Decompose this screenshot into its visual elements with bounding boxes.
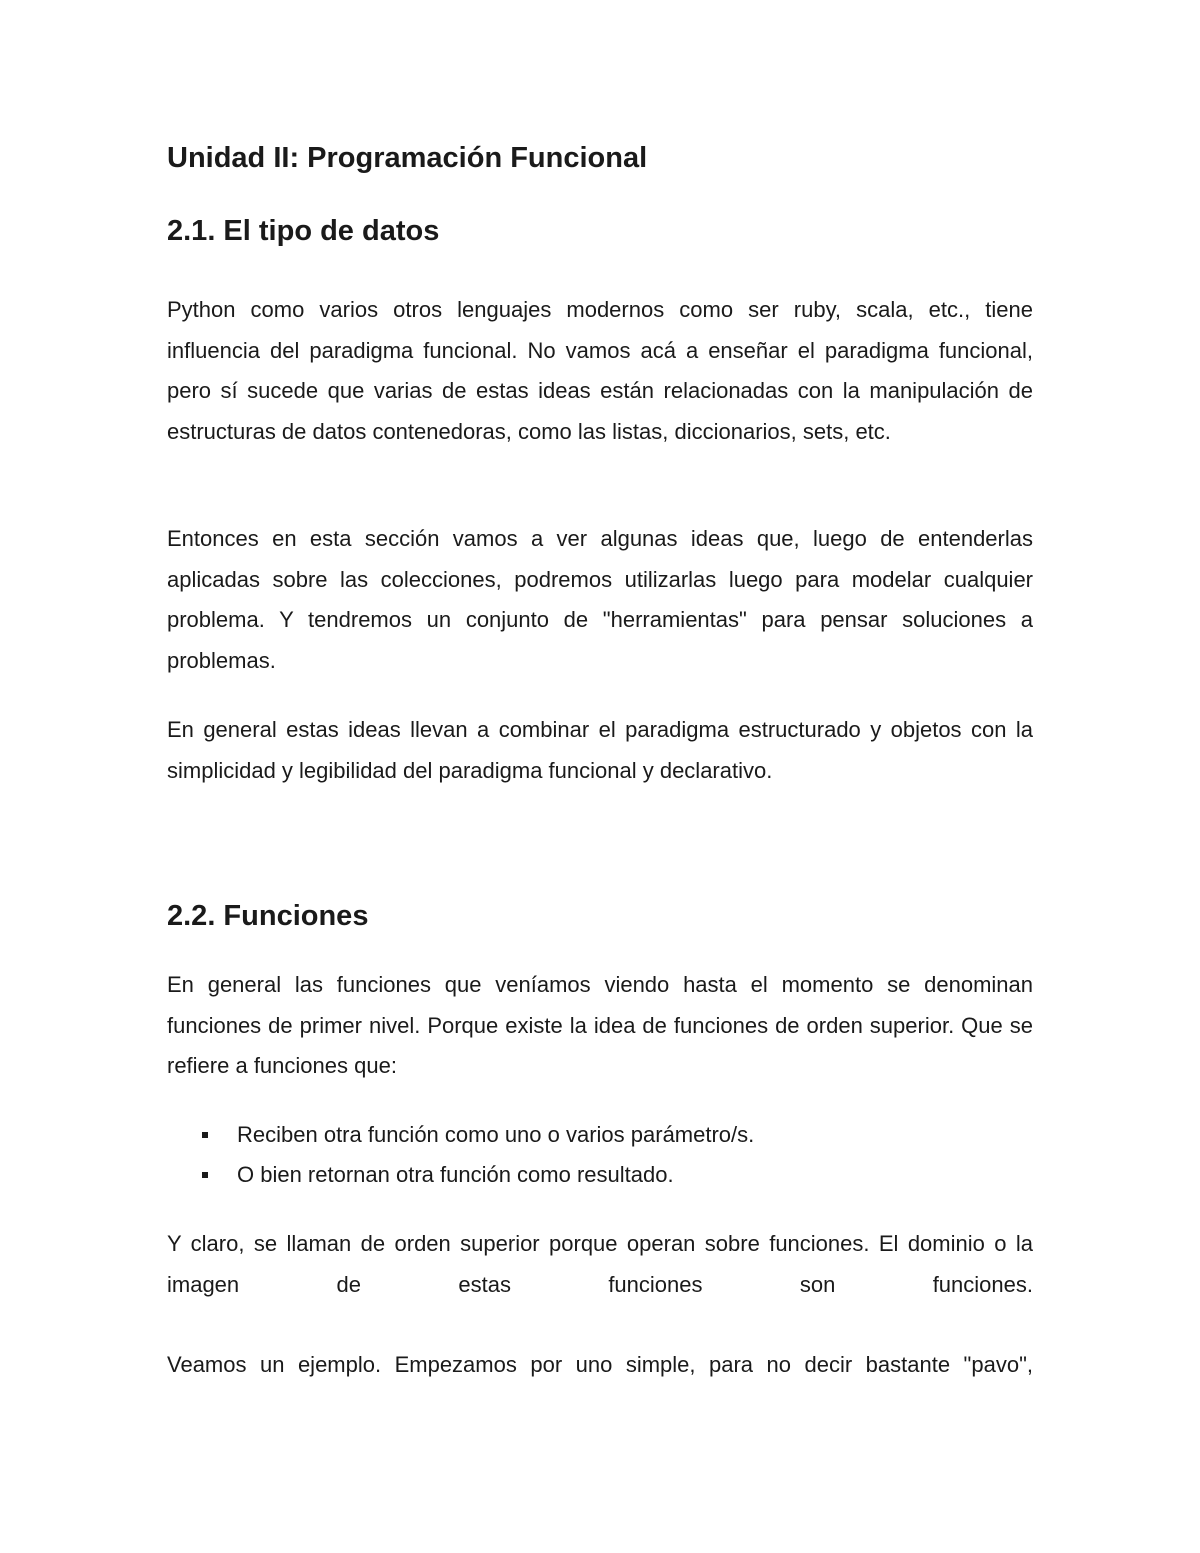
section-heading-2-1: 2.1. El tipo de datos bbox=[167, 215, 440, 247]
paragraph-combine-paradigms: En general estas ideas llevan a combinar el paradigma estructurado y objetos con la simplicidad y legibilidad del paradigma funcional y declarativo. bbox=[167, 717, 1033, 783]
section-heading-2-2: 2.2. Funciones bbox=[167, 900, 369, 932]
paragraph-domain-image: Y claro, se llaman de orden superior porque operan sobre funciones. El dominio o la imagen de estas funciones son funciones. bbox=[167, 1231, 1033, 1297]
square-bullet-icon bbox=[202, 1172, 208, 1178]
list-item bbox=[167, 1155, 1033, 1195]
higher-order-bullet-list bbox=[167, 1115, 1033, 1195]
paragraph-higher-order-intro: En general las funciones que veníamos viendo hasta el momento se denominan funciones de primer nivel. Porque existe la idea de funciones de orden superior. Que se refiere a funciones que: bbox=[167, 972, 1033, 1078]
paragraph-example-intro: Veamos un ejemplo. Empezamos por uno simple, para no decir bastante "pavo", bbox=[167, 1352, 1033, 1377]
list-item bbox=[167, 1115, 1033, 1155]
paragraph-collections-ideas: Entonces en esta sección vamos a ver algunas ideas que, luego de entenderlas aplicadas sobre las colecciones, podremos utilizarlas luego para modelar cualquier problema. Y tendremos un conjunto de "herramientas" para pensar soluciones a problemas. bbox=[167, 526, 1033, 673]
unit-title: Unidad II: Programación Funcional bbox=[167, 142, 648, 174]
paragraph-python-influence: Python como varios otros lenguajes modernos como ser ruby, scala, etc., tiene influencia del paradigma funcional. No vamos acá a enseñar el paradigma funcional, pero sí sucede que varias de estas ideas están relacionadas con la manipulación de estructuras de datos contenedoras, como las listas, diccionarios, sets, etc. bbox=[167, 297, 1033, 444]
list-item-text: Reciben otra función como uno o varios parámetro/s. bbox=[237, 1122, 755, 1147]
list-item-text: O bien retornan otra función como resultado. bbox=[237, 1162, 674, 1187]
square-bullet-icon bbox=[202, 1132, 208, 1138]
